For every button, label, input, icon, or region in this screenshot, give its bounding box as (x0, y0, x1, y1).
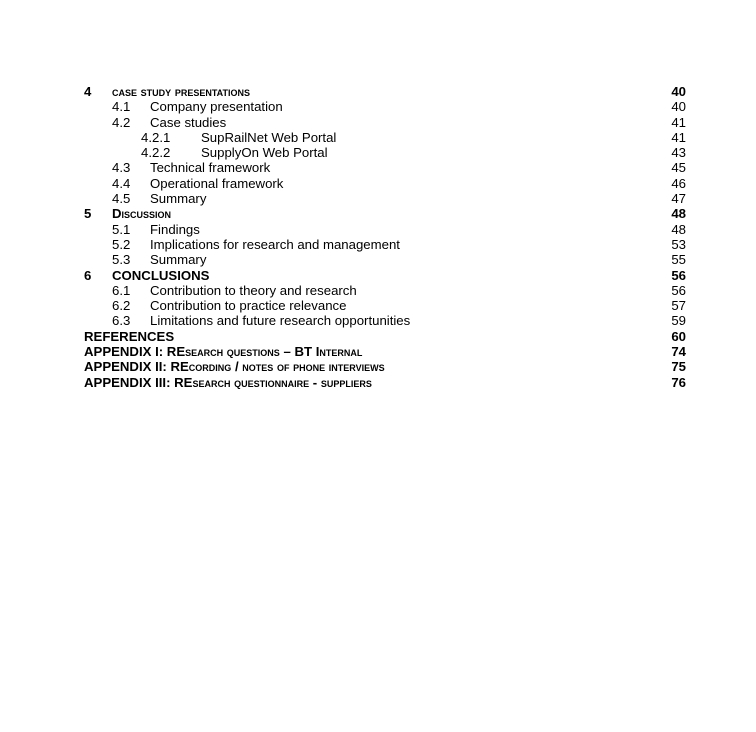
toc-entry[interactable] (84, 222, 686, 237)
toc-entry-title: Contribution to theory and research (150, 282, 357, 298)
toc-entry-title: Contribution to practice relevance (150, 298, 347, 314)
toc-entry-title: APPENDIX I: REsearch questions – BT Internal (84, 344, 363, 360)
toc-entry-title: Limitations and future research opportunities (150, 313, 411, 329)
toc-entry-title: Operational framework (150, 175, 284, 191)
toc-entry[interactable] (84, 176, 686, 191)
toc-entry-page-number: 59 (671, 313, 686, 329)
toc-entry[interactable] (84, 375, 686, 390)
toc-entry-page-number: 47 (671, 191, 686, 207)
toc-entry[interactable] (84, 329, 686, 344)
toc-entry-number: 4.1 (112, 99, 131, 115)
toc-entry-number: 4.2.1 (141, 129, 171, 145)
toc-entry[interactable] (84, 145, 686, 160)
toc-entry[interactable] (84, 237, 686, 252)
toc-entry-number: 4.4 (112, 175, 131, 191)
toc-entry-page-number: 57 (671, 298, 686, 314)
toc-entry-page-number: 41 (671, 129, 686, 145)
toc-entry-page-number: 74 (671, 344, 686, 360)
toc-entry[interactable] (84, 252, 686, 267)
toc-entry-title: REFERENCES (84, 328, 175, 344)
toc-entry-title: Discussion (112, 206, 172, 222)
toc-entry-number: 6.3 (112, 313, 131, 329)
toc-entry-title: SupRailNet Web Portal (201, 129, 337, 145)
toc-entry-title: Summary (150, 191, 207, 207)
toc-entry-number: 4 (84, 84, 92, 99)
toc-entry-page-number: 48 (671, 221, 686, 237)
toc-entry-page-number: 41 (671, 114, 686, 130)
toc-entry-number: 6.2 (112, 298, 131, 314)
toc-entry-page-number: 40 (671, 99, 686, 115)
toc-entry-title: SupplyOn Web Portal (201, 145, 328, 161)
toc-entry-title: case study presentations (112, 84, 251, 99)
toc-entry-number: 4.2.2 (141, 145, 171, 161)
toc-entry-page-number: 60 (671, 328, 686, 344)
toc-entry[interactable] (84, 84, 686, 99)
toc-entry[interactable] (84, 313, 686, 328)
toc-entry-number: 6 (84, 267, 92, 283)
toc-entry-title: Technical framework (150, 160, 271, 176)
toc-entry-title: APPENDIX III: REsearch questionnaire - suppliers (84, 374, 372, 390)
toc-entry-page-number: 56 (671, 267, 686, 283)
toc-entry-page-number: 76 (671, 374, 686, 390)
toc-entry-title: CONCLUSIONS (112, 267, 210, 283)
toc-entry[interactable] (84, 268, 686, 283)
toc-entry[interactable] (84, 359, 686, 374)
toc-entry[interactable] (84, 283, 686, 298)
toc-entry-number: 5.1 (112, 221, 131, 237)
toc-entry-title: Company presentation (150, 99, 283, 115)
toc-entry-number: 5.2 (112, 236, 131, 252)
toc-entry[interactable] (84, 344, 686, 359)
toc-entry-title: Implications for research and management (150, 236, 400, 252)
toc-entry-number: 4.2 (112, 114, 131, 130)
toc-entry-page-number: 48 (671, 206, 686, 222)
toc-entry[interactable] (84, 160, 686, 175)
toc-entry-number: 5 (84, 206, 92, 222)
toc-entry[interactable] (84, 206, 686, 221)
toc-entry[interactable] (84, 191, 686, 206)
toc-entry-title: Case studies (150, 114, 227, 130)
toc-entry-page-number: 55 (671, 252, 686, 268)
toc-entry-title: Findings (150, 221, 200, 237)
toc-entry[interactable] (84, 298, 686, 313)
toc-entry-title: Summary (150, 252, 207, 268)
toc-entry-page-number: 43 (671, 145, 686, 161)
toc-entry-page-number: 53 (671, 236, 686, 252)
toc-entry-page-number: 40 (671, 84, 686, 99)
toc-entry[interactable] (84, 130, 686, 145)
toc-entry-number: 4.5 (112, 191, 131, 207)
toc-entry-number: 6.1 (112, 282, 131, 298)
toc-entry-page-number: 46 (671, 175, 686, 191)
toc-entry-number: 4.3 (112, 160, 131, 176)
toc-entry-page-number: 45 (671, 160, 686, 176)
toc-entry[interactable] (84, 99, 686, 114)
toc-entry[interactable] (84, 115, 686, 130)
toc-entry-page-number: 75 (671, 359, 686, 375)
toc-entry-number: 5.3 (112, 252, 131, 268)
toc-entry-page-number: 56 (671, 282, 686, 298)
toc-entry-title: APPENDIX II: REcording / notes of phone interviews (84, 359, 385, 375)
table-of-contents (84, 84, 686, 390)
